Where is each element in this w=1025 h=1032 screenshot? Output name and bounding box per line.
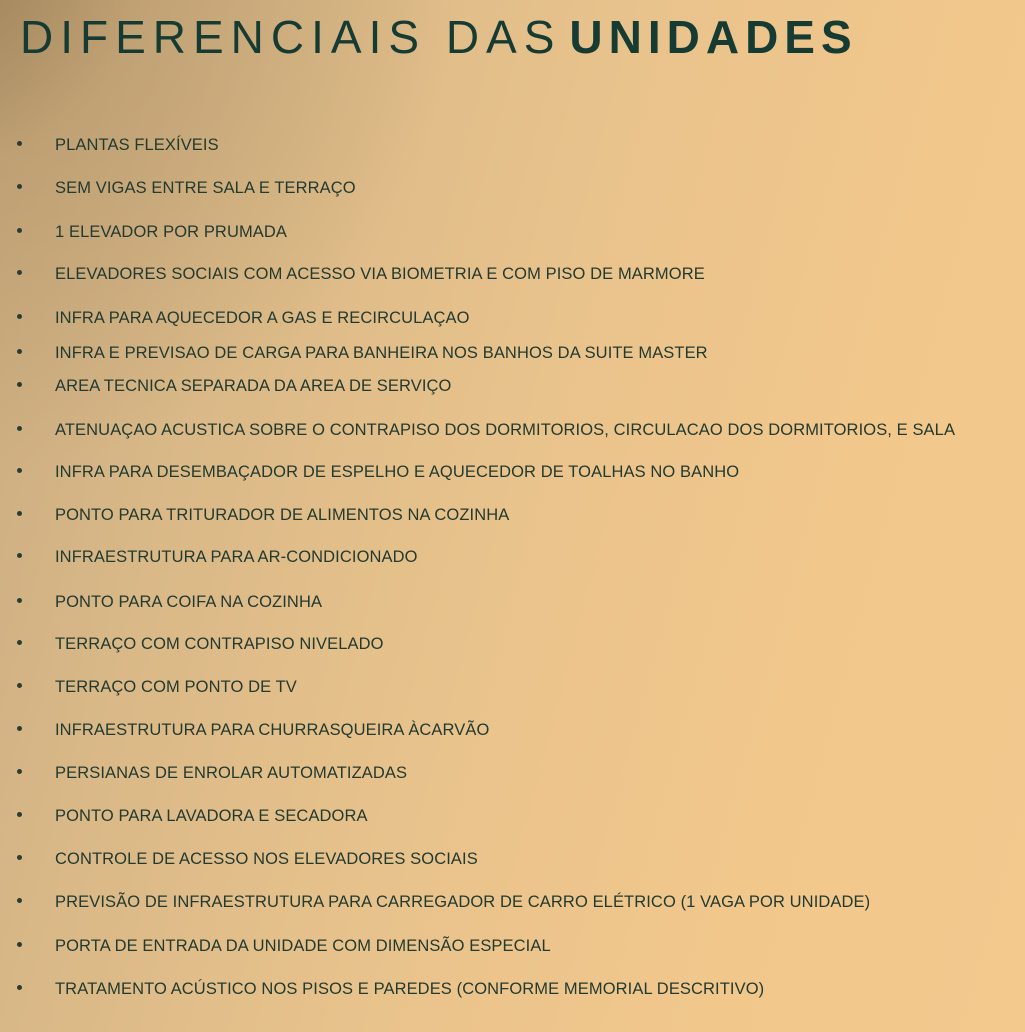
bullet-icon [17,270,22,275]
list-item-text: 1 ELEVADOR POR PRUMADA [55,223,288,241]
bullet-icon [17,228,22,233]
bullet-icon [17,598,22,603]
bullet-icon [17,985,22,990]
page-title-light: DIFERENCIAIS DAS [20,11,562,63]
bullet-icon [17,855,22,860]
bullet-icon [17,184,22,189]
page-title-bold: UNIDADES [569,11,858,63]
list-item-text: PONTO PARA TRITURADOR DE ALIMENTOS NA COZINHA [55,506,510,524]
bullet-icon [17,468,22,473]
list-item-text: INFRA PARA DESEMBAÇADOR DE ESPELHO E AQUECEDOR DE TOALHAS NO BANHO [55,463,740,481]
bullet-icon [17,812,22,817]
page-title [20,10,858,70]
bullet-icon [17,640,22,645]
list-item-text: ATENUAÇAO ACUSTICA SOBRE O CONTRAPISO DOS DORMITORIOS, CIRCULACAO DOS DORMITORIOS, E SALA [55,421,956,439]
list-item-text: PREVISÃO DE INFRAESTRUTURA PARA CARREGADOR DE CARRO ELÉTRICO (1 VAGA POR UNIDADE) [55,893,871,911]
list-item-text: INFRAESTRUTURA PARA CHURRASQUEIRA ÀCARVÃO [55,721,490,739]
bullet-icon [17,349,22,354]
list-item-text: SEM VIGAS ENTRE SALA E TERRAÇO [55,179,356,197]
bullet-icon [17,769,22,774]
list-item-text: ELEVADORES SOCIAIS COM ACESSO VIA BIOMETRIA E COM PISO DE MARMORE [55,265,705,283]
list-item-text: INFRAESTRUTURA PARA AR-CONDICIONADO [55,548,418,566]
bullet-icon [17,426,22,431]
bullet-icon [17,553,22,558]
list-item-text: PERSIANAS DE ENROLAR AUTOMATIZADAS [55,764,408,782]
list-item-text: PONTO PARA COIFA NA COZINHA [55,593,323,611]
bullet-icon [17,314,22,319]
bullet-icon [17,726,22,731]
list-item-text: PORTA DE ENTRADA DA UNIDADE COM DIMENSÃO ESPECIAL [55,937,551,955]
list-item-text: PLANTAS FLEXÍVEIS [55,136,219,154]
list-item-text: CONTROLE DE ACESSO NOS ELEVADORES SOCIAIS [55,850,478,868]
list-item-text: INFRA E PREVISAO DE CARGA PARA BANHEIRA NOS BANHOS DA SUITE MASTER [55,344,708,362]
bullet-icon [17,382,22,387]
bullet-icon [17,141,22,146]
bullet-icon [17,898,22,903]
list-item-text: TERRAÇO COM PONTO DE TV [55,678,297,696]
bullet-icon [17,511,22,516]
bullet-icon [17,942,22,947]
list-item-text: TERRAÇO COM CONTRAPISO NIVELADO [55,635,384,653]
bullet-icon [17,683,22,688]
list-item-text: AREA TECNICA SEPARADA DA AREA DE SERVIÇO [55,377,452,395]
list-item-text: INFRA PARA AQUECEDOR A GAS E RECIRCULAÇAO [55,309,470,327]
list-item-text: PONTO PARA LAVADORA E SECADORA [55,807,368,825]
list-item-text: TRATAMENTO ACÚSTICO NOS PISOS E PAREDES (CONFORME MEMORIAL DESCRITIVO) [55,980,765,998]
